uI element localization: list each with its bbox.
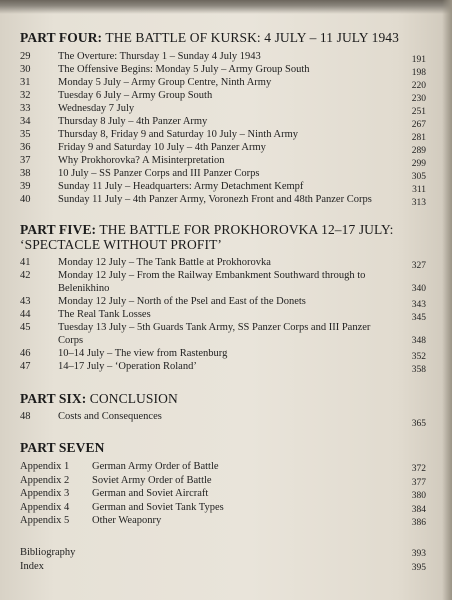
chapter-title: Sunday 11 July – Headquarters: Army Detachment Kempf — [58, 181, 304, 192]
chapter-title: Monday 5 July – Army Group Centre, Ninth Army — [58, 77, 272, 88]
toc-entry — [20, 167, 426, 180]
part-four-section — [20, 30, 426, 206]
page-number: 220 — [411, 81, 426, 91]
toc-entry — [20, 347, 426, 360]
chapter-number: 33 — [20, 103, 31, 114]
chapter-title: Costs and Consequences — [58, 411, 162, 422]
chapter-number: 31 — [20, 77, 31, 88]
chapter-number: 43 — [20, 296, 31, 307]
chapter-number: 34 — [20, 116, 31, 127]
chapter-title: Tuesday 6 July – Army Group South — [58, 90, 213, 101]
appendix-title: Soviet Army Order of Battle — [92, 474, 212, 486]
toc-entry — [20, 269, 426, 295]
appendix-entry — [20, 487, 426, 501]
toc-entry — [20, 295, 426, 308]
page-number: 343 — [411, 300, 426, 310]
toc-entry — [20, 102, 426, 115]
chapter-title: Why Prokhorovka? A Misinterpretation — [58, 155, 225, 166]
appendix-entry — [20, 460, 426, 474]
page-number: 289 — [411, 146, 426, 156]
chapter-title: 10–14 July – The view from Rastenburg — [58, 348, 228, 359]
page-number: 380 — [411, 491, 426, 501]
chapter-number: 45 — [20, 322, 31, 333]
chapter-title: The Overture: Thursday 1 – Sunday 4 July 1943 — [58, 51, 261, 62]
toc-entry — [20, 321, 426, 347]
part-five-section — [20, 222, 426, 373]
back-matter-entry — [20, 560, 426, 574]
appendix-entry — [20, 514, 426, 528]
chapter-number: 47 — [20, 361, 31, 372]
chapter-number: 37 — [20, 155, 31, 166]
toc-entry — [20, 410, 426, 428]
part-four-label: PART FOUR: — [20, 30, 103, 45]
page-number: 384 — [411, 504, 426, 515]
page-number: 393 — [411, 549, 426, 559]
appendix-title: German and Soviet Tank Types — [92, 501, 224, 513]
chapter-title: The Real Tank Losses — [58, 309, 151, 320]
chapter-number: 39 — [20, 181, 31, 192]
toc-entry — [20, 308, 426, 321]
appendix-label: Appendix 3 — [20, 488, 70, 499]
toc-entry — [20, 256, 426, 269]
page-number: 230 — [411, 94, 426, 104]
appendix-title: German and Soviet Aircraft — [92, 488, 209, 499]
toc-entry — [20, 76, 426, 89]
toc-entry — [20, 128, 426, 141]
chapter-title: Sunday 11 July – 4th Panzer Army, Voronezh Front and 48th Panzer Corps — [58, 194, 372, 205]
part-six-heading — [20, 391, 426, 406]
part-five-label: PART FIVE: — [20, 222, 97, 237]
chapter-number: 29 — [20, 51, 31, 62]
appendix-title: Other Weaponry — [92, 515, 162, 526]
page-number: 313 — [411, 198, 426, 208]
page-number: 267 — [411, 120, 426, 130]
toc-entry — [20, 141, 426, 154]
page-number: 281 — [411, 133, 426, 143]
chapter-number: 44 — [20, 309, 31, 320]
toc-entry — [20, 154, 426, 167]
chapter-number: 35 — [20, 129, 31, 140]
back-matter-section — [20, 546, 426, 573]
page-number: 365 — [411, 419, 426, 429]
appendix-entry — [20, 474, 426, 488]
chapter-title: The Offensive Begins: Monday 5 July – Army Group South — [58, 64, 310, 75]
page-number: 345 — [411, 313, 426, 323]
page-right-edge — [442, 0, 452, 600]
appendix-label: Appendix 5 — [20, 515, 70, 526]
toc-entry — [20, 193, 426, 206]
page-number: 340 — [411, 284, 426, 294]
part-five-title: THE BATTLE FOR PROKHOROVKA 12–17 JULY: ‘SPECTACLE WITHOUT PROFIT’ — [20, 222, 394, 252]
page-number: 311 — [412, 185, 426, 195]
page-number: 372 — [411, 464, 426, 474]
back-matter-entry — [20, 546, 426, 560]
page-number: 395 — [411, 562, 426, 573]
page-number: 305 — [411, 172, 426, 182]
toc-entry — [20, 180, 426, 193]
chapter-title: Monday 12 July – From the Railway Embankment Southward through to Belenikhino — [58, 270, 366, 294]
chapter-title: Monday 12 July – North of the Psel and East of the Donets — [58, 296, 306, 307]
page-number: 299 — [411, 159, 426, 169]
page-number: 191 — [411, 55, 426, 65]
chapter-number: 42 — [20, 270, 31, 281]
page-number: 251 — [411, 107, 426, 117]
chapter-title: Thursday 8 July – 4th Panzer Army — [58, 116, 208, 127]
chapter-number: 30 — [20, 64, 31, 75]
part-seven-label: PART SEVEN — [20, 440, 105, 455]
toc-entry — [20, 89, 426, 102]
back-matter-label: Bibliography — [20, 547, 76, 558]
chapter-number: 38 — [20, 168, 31, 179]
appendix-entry — [20, 501, 426, 515]
toc-entry — [20, 115, 426, 128]
chapter-title: Friday 9 and Saturday 10 July – 4th Panzer Army — [58, 142, 266, 153]
page-number: 352 — [411, 352, 426, 362]
appendix-label: Appendix 2 — [20, 474, 70, 486]
chapter-number: 48 — [20, 411, 31, 422]
part-seven-heading — [20, 440, 426, 455]
part-six-label: PART SIX: — [20, 391, 87, 406]
page-number: 348 — [411, 336, 426, 346]
part-four-heading — [20, 30, 426, 45]
toc-entry — [20, 63, 426, 76]
chapter-title: 14–17 July – ‘Operation Roland’ — [58, 361, 197, 372]
part-six-title: CONCLUSION — [86, 391, 178, 406]
part-five-heading — [20, 222, 420, 252]
toc-entry — [20, 360, 426, 373]
toc-entry — [20, 50, 426, 63]
chapter-title: Monday 12 July – The Tank Battle at Prokhorovka — [58, 257, 271, 268]
part-four-title: THE BATTLE OF KURSK: 4 JULY – 11 JULY 1943 — [102, 30, 400, 45]
chapter-title: Wednesday 7 July — [58, 103, 135, 114]
chapter-number: 40 — [20, 194, 31, 205]
appendix-label: Appendix 1 — [20, 461, 70, 472]
chapter-number: 36 — [20, 142, 31, 153]
chapter-number: 46 — [20, 348, 31, 359]
page-number: 327 — [411, 261, 426, 271]
page-number: 377 — [411, 477, 426, 488]
page-number: 386 — [411, 518, 426, 528]
part-seven-section — [20, 440, 426, 528]
chapter-title: Tuesday 13 July – 5th Guards Tank Army, SS Panzer Corps and III Panzer Corps — [58, 322, 371, 346]
appendix-label: Appendix 4 — [20, 501, 70, 513]
back-matter-label: Index — [20, 560, 44, 572]
chapter-title: 10 July – SS Panzer Corps and III Panzer Corps — [58, 168, 260, 179]
page-number: 198 — [411, 68, 426, 78]
page-top-shadow — [0, 0, 452, 14]
page-number: 358 — [411, 365, 426, 375]
part-six-section — [20, 391, 426, 428]
chapter-number: 32 — [20, 90, 31, 101]
chapter-number: 41 — [20, 257, 31, 268]
chapter-title: Thursday 8, Friday 9 and Saturday 10 July – Ninth Army — [58, 129, 299, 140]
appendix-title: German Army Order of Battle — [92, 461, 219, 472]
